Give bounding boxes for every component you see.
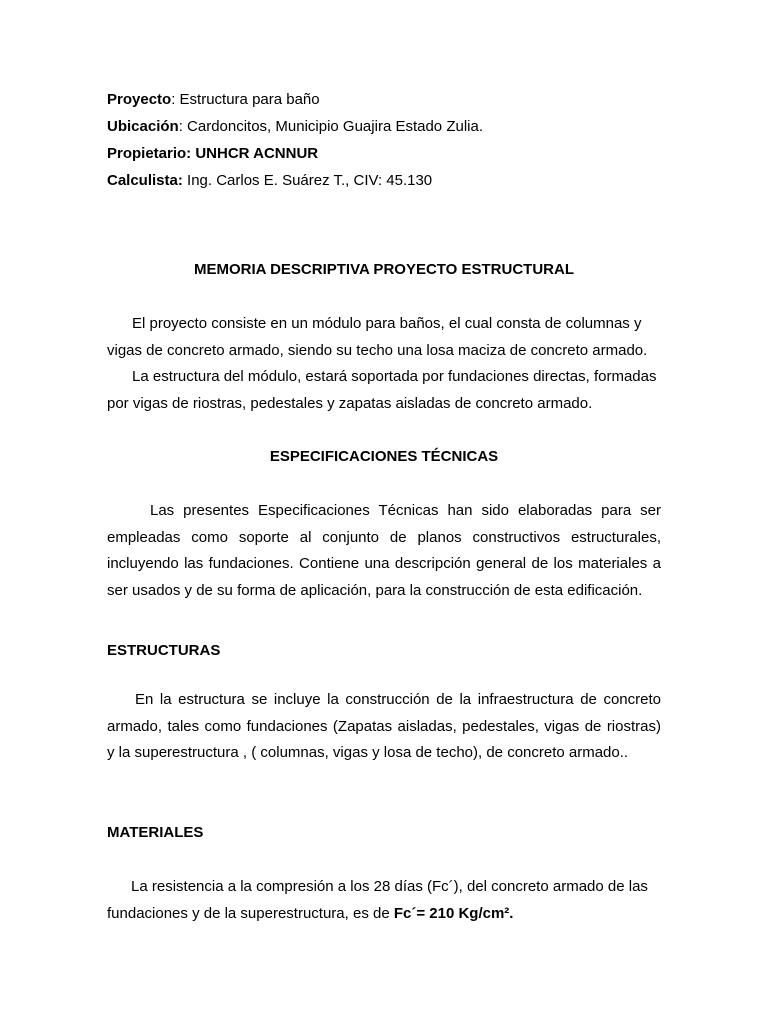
propietario-line xyxy=(107,143,318,170)
materiales-body xyxy=(107,874,661,927)
especificaciones-title: ESPECIFICACIONES TÉCNICAS xyxy=(269,448,499,465)
proyecto-line xyxy=(107,89,320,116)
especificaciones-body xyxy=(107,498,661,605)
estructuras-body xyxy=(107,687,661,767)
proyecto-value: : Estructura para baño xyxy=(171,91,320,108)
memoria-paragraph-2: La estructura del módulo, estará soportada por fundaciones directas, formadas por vigas de riostras, pedestales y zapatas aisladas de concreto armado. xyxy=(107,368,657,413)
materiales-paragraph: La resistencia a la compresión a los 28 días (Fc´), del concreto armado de las fundaciones y de la superestructura, es de Fc´= 210 Kg/cm². xyxy=(107,878,648,922)
ubicacion-line xyxy=(107,116,483,143)
memoria-title: MEMORIA DESCRIPTIVA PROYECTO ESTRUCTURAL xyxy=(193,261,575,278)
calculista-value: Ing. Carlos E. Suárez T., CIV: 45.130 xyxy=(182,172,433,189)
especificaciones-paragraph: Las presentes Especificaciones Técnicas han sido elaboradas para ser empleadas como soporte al conjunto de planos constructivos estructurales, incluyendo las fundaciones. Contiene una descripción general de los materiales a ser usados y de su forma de aplicación, para la construcción de esta edificación. xyxy=(107,502,661,600)
calculista-label: Calculista: xyxy=(107,172,183,189)
estructuras-paragraph: En la estructura se incluye la construcción de la infraestructura de concreto armado, tales como fundaciones (Zapatas aisladas, pedestales, vigas de riostras) y la superestructura , ( columnas, vigas y losa de techo), de concreto armado.. xyxy=(107,691,661,762)
proyecto-label: Proyecto xyxy=(107,91,172,108)
ubicacion-value: : Cardoncitos, Municipio Guajira Estado Zulia. xyxy=(178,118,483,135)
calculista-line xyxy=(107,170,432,197)
ubicacion-label: Ubicación xyxy=(107,118,179,135)
materiales-heading: MATERIALES xyxy=(107,824,204,841)
memoria-body xyxy=(107,311,661,418)
estructuras-heading: ESTRUCTURAS xyxy=(107,642,221,659)
memoria-paragraph-1: El proyecto consiste en un módulo para baños, el cual consta de columnas y vigas de concreto armado, siendo su techo una losa maciza de concreto armado. xyxy=(107,315,648,359)
propietario-label: Propietario: UNHCR ACNNUR xyxy=(107,145,319,162)
resistencia-value: Fc´= 210 Kg/cm². xyxy=(393,904,514,922)
